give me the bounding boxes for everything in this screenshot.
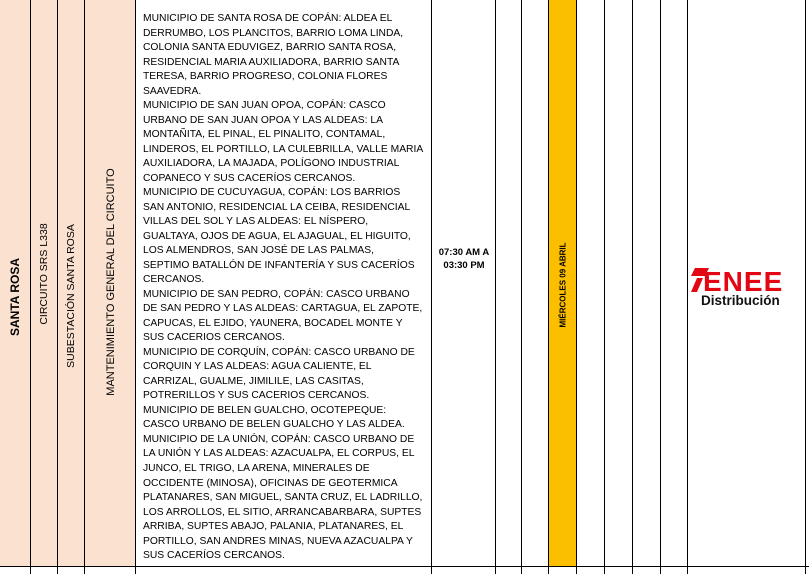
grid-line	[660, 0, 661, 574]
description-paragraph: MUNICIPIO DE SANTA ROSA DE COPÁN: ALDEA EL DERRUMBO, LOS PLANCITOS, BARRIO LOMA LINDA, COLONIA SANTA EDUVIGEZ, BARRIO SANTA ROSA, RESIDENCIAL MARIA AUXILIADORA, BARRIO SANTA TERESA, BARRIO PROGRESO, COLONIA FLORES SAAVEDRA.	[143, 13, 404, 97]
enee-distribucion-logo	[689, 264, 805, 308]
grid-line	[805, 0, 806, 574]
description-paragraph: MUNICIPIO DE LA UNIÓN, COPÁN: CASCO URBANO DE LA UNIÓN Y LAS ALDEAS: AZACUALPA, EL CORPUS, EL JUNCO, EL TRIGO, LA ARENA, MINERALES DE OCCIDENTE (MINOSA), OFICINAS DE GEOTERMICA PLATANARES, SAN MIGUEL, SANTA CRUZ, EL LADRILLO, LOS ARROLLOS, EL SITIO, ARRANCABARBARA, SUPTES ARRIBA, SUPTES ABAJO, PALANIA, PLATANARES, EL PORTILLO, SAN ANDRES MINAS, NUEVA AZACUALPA Y SUS CACERÍOS CERCANOS.	[143, 433, 423, 562]
description-paragraph: MUNICIPIO DE CUCUYAGUA, COPÁN: LOS BARRIOS SAN ANTONIO, RESIDENCIAL LA CEIBA, RESIDENCIAL VILLAS DEL SOL Y LAS ALDEAS: EL NÍSPERO, GUALTAYA, OJOS DE AGUA, EL AJAGUAL, EL HIGUITO, LOS ALMENDROS, SAN JOSÉ DE LAS PALMAS, SEPTIMO BATALLÓN DE INFANTERÍA Y SUS CACERÍOS CERCANOS.	[143, 187, 415, 286]
schedule-time	[432, 246, 496, 272]
logo-name: ENEE	[703, 266, 784, 297]
description-paragraph: MUNICIPIO DE CORQUÍN, COPÁN: CASCO URBANO DE CORQUIN Y LAS ALDEAS: AGUA CALIENTE, EL CARRIZAL, GUALME, JIMILILE, LAS CASITAS, POTRERILLOS Y SUS CACERIOS CERCANOS.	[143, 346, 415, 402]
time-start: 07:30 AM A	[438, 247, 490, 258]
grid-line	[521, 0, 522, 574]
description-paragraph: MUNICIPIO DE BELEN GUALCHO, OCOTEPEQUE: CASCO URBANO DE BELEN GUALCHO Y LAS ALDEA.	[143, 404, 405, 431]
enee-logo-mark-icon	[689, 264, 805, 308]
grid-line	[30, 0, 31, 574]
grid-line	[548, 0, 549, 574]
affected-areas-description	[143, 12, 423, 564]
logo-subtitle: Distribución	[701, 293, 780, 308]
time-end: 03:30 PM	[443, 260, 485, 271]
region-label: SANTA ROSA	[8, 258, 22, 336]
day-label: MIÉRCOLES 09 ABRIL	[558, 242, 568, 328]
grid-line	[57, 0, 58, 574]
description-paragraph: MUNICIPIO DE SAN JUAN OPOA, COPÁN: CASCO URBANO DE SAN JUAN OPOA Y LAS ALDEAS: LA MONTAÑITA, EL PINAL, EL PINALITO, CONTAMAL, LINDEROS, EL PORTILLO, LA CULEBRILLA, VALLE MARIA AUXILIADORA, LA MAJADA, POLÍGONO INDUSTRIAL COPANECO Y SUS CACERÍOS CERCANOS.	[143, 100, 423, 184]
grid-line	[495, 0, 496, 574]
grid-line	[687, 0, 688, 574]
grid-line	[632, 0, 633, 574]
grid-line	[135, 0, 136, 574]
grid-line	[84, 0, 85, 574]
substation-label: SUBESTACIÓN SANTA ROSA	[65, 224, 77, 368]
grid-line	[604, 0, 605, 574]
grid-line	[576, 0, 577, 574]
circuit-label: CIRCUITO SRS L338	[38, 223, 50, 325]
work-label: MANTENIMIENTO GENERAL DEL CIRCUITO	[105, 168, 117, 396]
grid-line	[431, 0, 432, 574]
description-paragraph: MUNICIPIO DE SAN PEDRO, COPÁN: CASCO URBANO DE SAN PEDRO Y LAS ALDEAS: CARTAGUA, EL ZAPOTE, CAPUCAS, EL EJIDO, YAUNERA, BOCADEL MONTE Y SUS CACERIOS CERCANOS.	[143, 288, 423, 344]
